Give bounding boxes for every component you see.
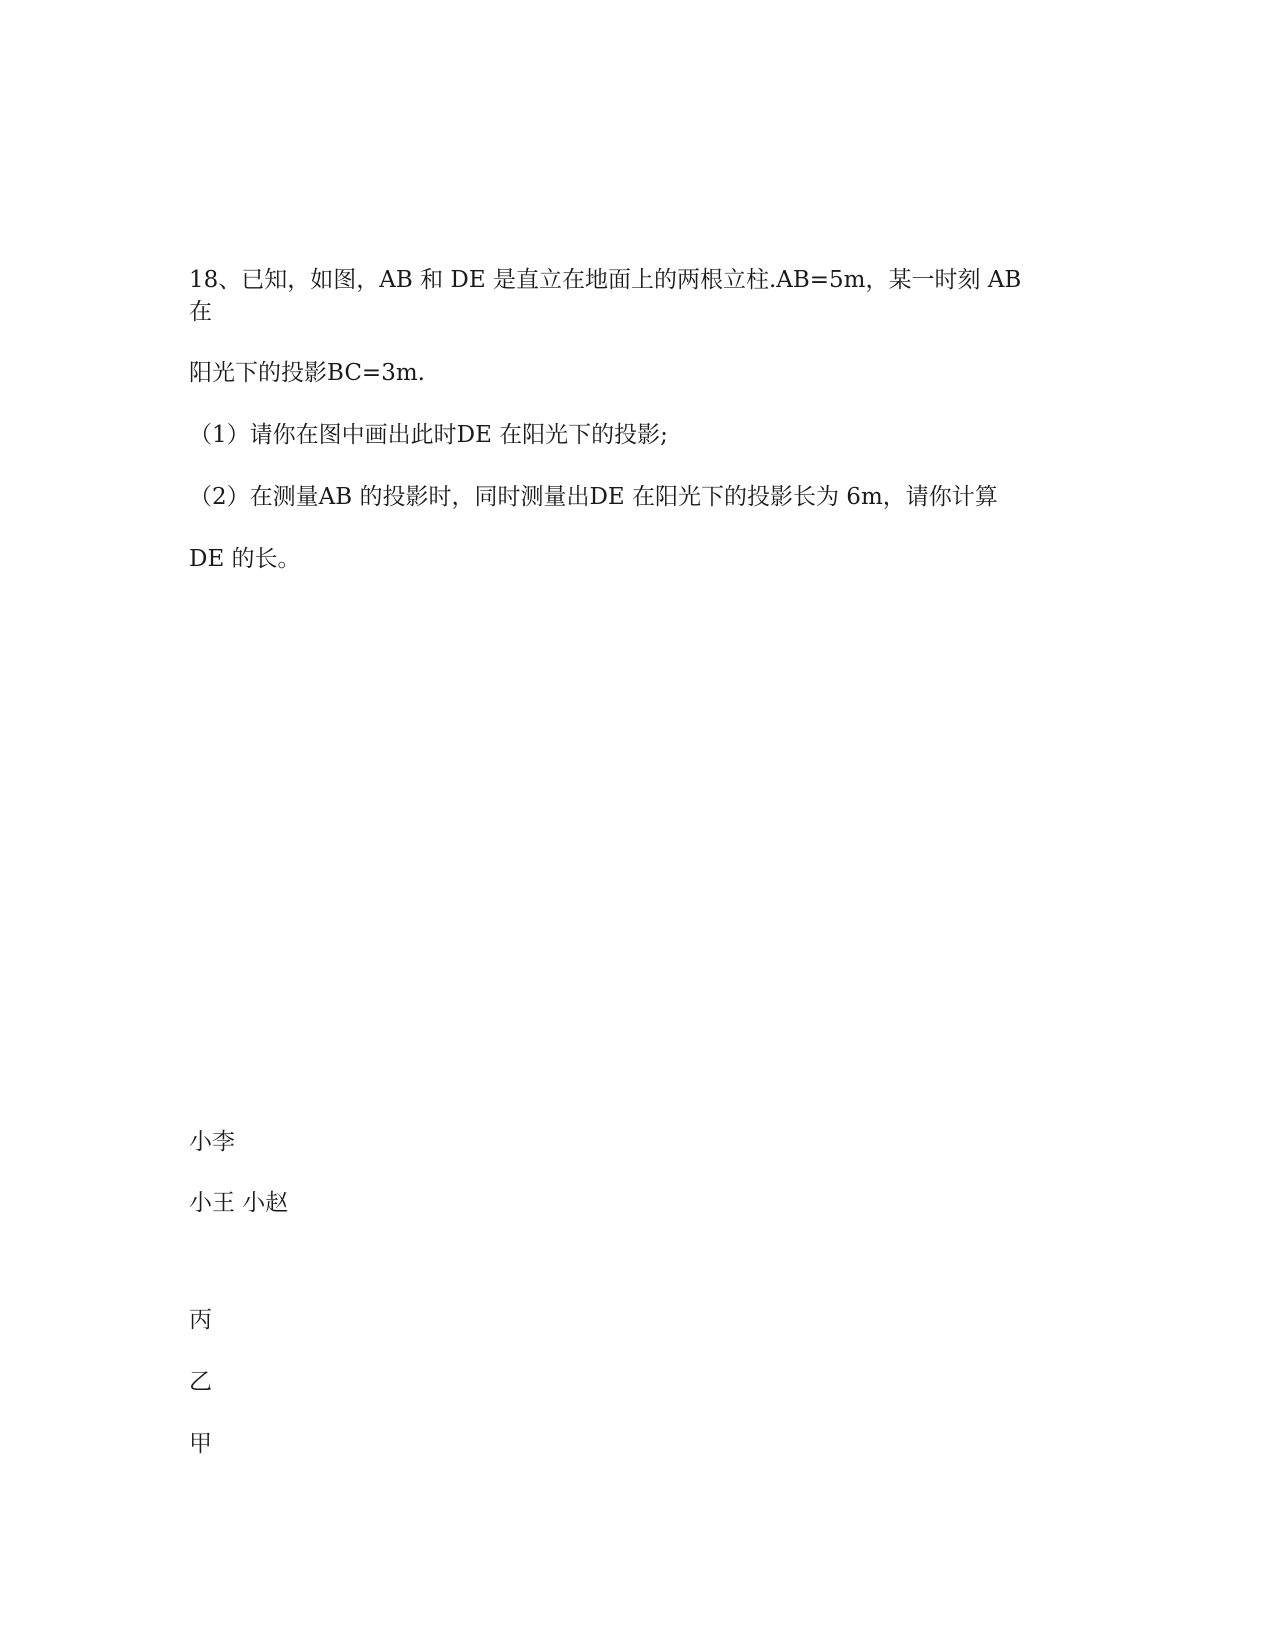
figure-label-yi: 乙: [189, 1369, 212, 1395]
question-18-line-2: 在: [189, 299, 212, 325]
question-18-line-3: 阳光下的投影BC=3m.: [189, 360, 425, 386]
question-18-part-2: （2）在测量AB 的投影时，同时测量出DE 在阳光下的投影长为 6m，请你计算: [189, 484, 998, 510]
figure-label-xiaowang-xiaozhao: 小王 小赵: [189, 1190, 289, 1216]
figure-label-bing: 丙: [189, 1307, 212, 1333]
question-18-part-1: （1）请你在图中画出此时DE 在阳光下的投影;: [189, 422, 668, 448]
figure-label-xiaoli: 小李: [189, 1129, 235, 1155]
figure-label-jia: 甲: [189, 1431, 212, 1457]
question-18-part-2-continued: DE 的长。: [189, 546, 301, 572]
question-18-line-1: 18、已知，如图，AB 和 DE 是直立在地面上的两根立柱.AB=5m，某一时刻 AB: [189, 267, 1022, 293]
